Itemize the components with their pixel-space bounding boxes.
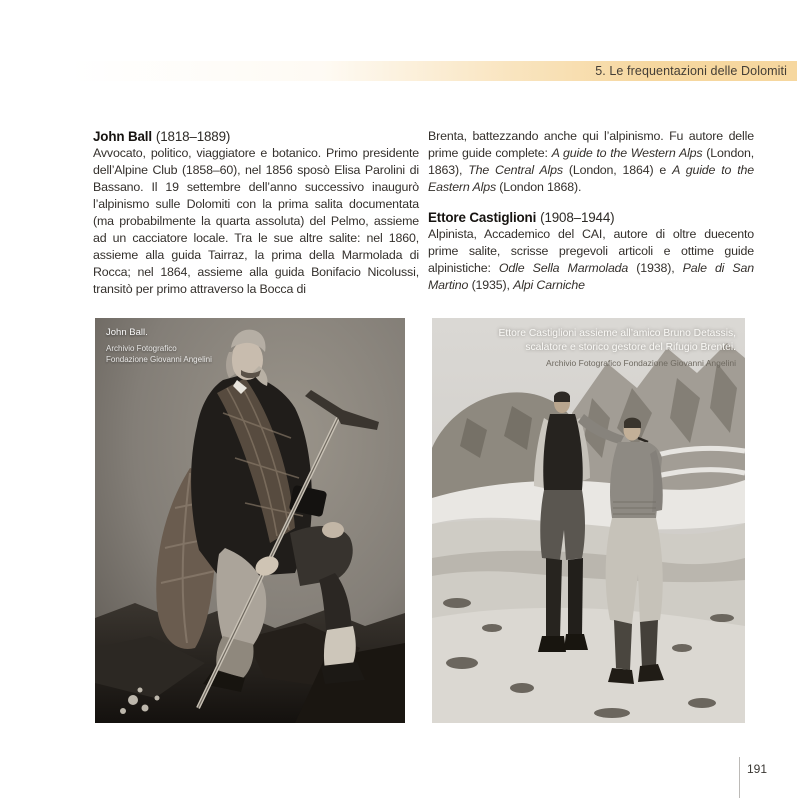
paragraph-gap (428, 196, 754, 209)
john-ball-portrait-photo (95, 318, 405, 723)
left-photo-caption-title: John Ball. (106, 327, 148, 338)
chapter-header-bar (70, 61, 797, 81)
right-photo-credit: Archivio Fotografico Fondazione Giovanni Angelini (546, 358, 736, 368)
entry-name: Ettore Castiglioni (428, 210, 537, 225)
page-number-block (739, 757, 767, 798)
right-column (428, 128, 754, 294)
john-ball-biography: Avvocato, politico, viaggiatore e botanico. Primo presidente dell’Alpine Club (1858–60), nel 1856 sposò Elisa Parolini di Bassano. Il 19 settembre dell’anno successivo inaugurò l’alpinismo sulle Dolomiti con la prima salita documentata (ma probabilmente la quarta assoluta) del Pelmo, assieme ad un cacciatore locale. Tra le sue altre salite: nel 1860, assieme alla guida Tairraz, la prima della Marmolada di Rocca; nel 1864, assieme alla guida Bonifacio Nicolussi, transitò per primo attraverso la Bocca di (93, 146, 419, 296)
castiglioni-detassis-photo (432, 318, 745, 723)
left-photo-credit (106, 344, 212, 365)
right-photo-caption-line2: scalatore e storico gestore del Rifugio Brentei. (525, 341, 736, 353)
left-column (93, 128, 419, 298)
page-number: 191 (747, 762, 768, 776)
entry-years: (1818–1889) (155, 129, 231, 144)
right-photo-caption (499, 327, 737, 368)
left-photo-credit-line2: Fondazione Giovanni Angelini (106, 354, 212, 364)
entry-heading-ettore-castiglioni (428, 209, 754, 226)
left-photo-credit-line1: Archivio Fotografico (106, 344, 177, 353)
left-photo-caption (106, 327, 212, 365)
chapter-title: 5. Le frequentazioni delle Dolomiti (595, 64, 787, 78)
castiglioni-detassis-illustration (432, 318, 745, 723)
right-photo-caption-line1: Ettore Castiglioni assieme all’amico Bruno Detassis, (498, 328, 736, 339)
entry-heading-john-ball (93, 128, 419, 145)
castiglioni-biography: Alpinista, Accademico del CAI, autore di oltre duecento prime salite, scrisse pregevoli articoli e ottime guide alpinistiche: Odle Sella Marmolada (1938), Pale di San Martino (1935), Alpi Carniche (428, 227, 755, 292)
john-ball-portrait-illustration (95, 318, 405, 723)
entry-years: (1908–1944) (540, 210, 615, 225)
entry-name: John Ball (93, 129, 152, 144)
john-ball-biography-continued: Brenta, battezzando anche qui l’alpinismo. Fu autore delle prime guide complete: A guide to the Western Alps (London, 1863), The Central Alps (London, 1864) e A guide to the Eastern Alps (London 1868). (428, 129, 754, 194)
